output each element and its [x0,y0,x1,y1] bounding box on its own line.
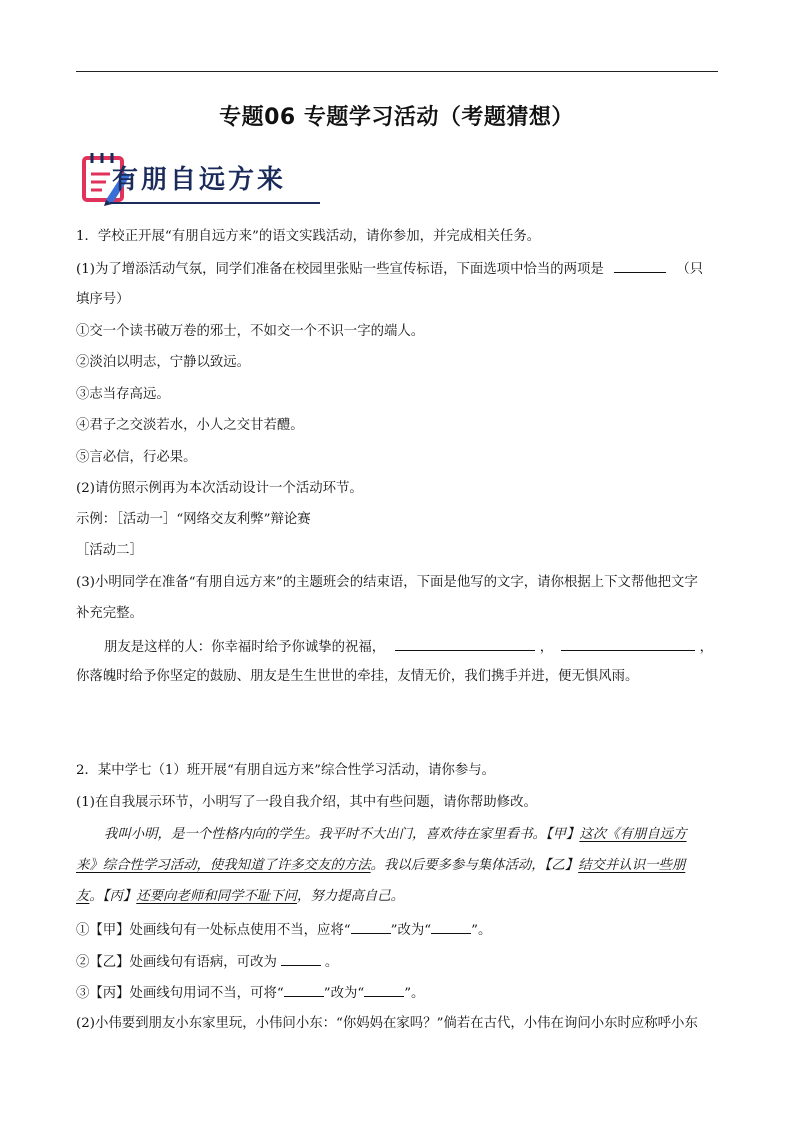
para-text: 。【丙】 [89,889,137,904]
option-1: ①交一个读书破万卷的邪士，不如交一个不识一字的端人。 [76,324,425,339]
q1-stem: 1．学校正开展“有朋自远方来”的语文实践活动，请你参加，并完成相关任务。 [76,229,541,244]
q1-fill-line2: 你落魄时给予你坚定的鼓励、朋友是生生世世的牵挂，友情无价，我们携手并进，便无惧风雨。 [76,669,639,684]
answer-blank[interactable] [281,952,321,966]
q2-part2: (2)小伟要到朋友小东家里玩，小伟问小东：“你妈妈在家吗？”倘若在古代，小伟在询问小东时应称呼小东 [76,1016,698,1031]
sub-text: ”改为“ [390,923,432,938]
sub-text: 。 [324,955,339,970]
q2-paragraph-line1 [104,826,687,844]
answer-blank[interactable] [614,259,666,273]
q1-example: 示例：［活动一］“网络交友利弊”辩论赛 [76,512,311,527]
q1-part2: (2)请仿照示例再为本次活动设计一个活动环节。 [76,481,363,496]
fill-end: ， [699,640,714,655]
sub-text: ②【乙】处画线句有语病，可改为 [76,955,277,970]
q1-part1-tail: （只 [676,262,704,277]
q1-part3-line1: (3)小明同学在准备“有朋自远方来”的主题班会的结束语，下面是他写的文字，请你根据上下文帮他把文字 [76,575,698,590]
sub-text: ”。 [471,923,492,938]
q2-stem: 2．某中学七（1）班开展“有朋自远方来”综合性学习活动，请你参与。 [76,763,496,778]
underlined-jia: 来》综合性学习活动，使我知道了许多交友的方法 [76,858,371,873]
answer-blank[interactable] [284,983,324,997]
underlined-bing: 还要向老师和同学不耻下问 [136,889,297,904]
answer-blank[interactable] [431,920,471,934]
fill-comma: ， [539,640,554,655]
para-text: ，努力提高自己。 [296,889,405,904]
q1-part1-text: (1)为了增添活动气氛，同学们准备在校园里张贴一些宣传标语，下面选项中恰当的两项是 [76,262,604,277]
q1-part1-line1 [76,259,703,279]
option-5: ⑤言必信，行必果。 [76,450,197,465]
q2-sub3 [76,983,424,1003]
answer-blank[interactable] [364,983,404,997]
option-2: ②淡泊以明志，宁静以致远。 [76,355,251,370]
q2-paragraph-line3 [76,888,404,906]
answer-blank[interactable] [351,920,391,934]
fill-text: 朋友是这样的人：你幸福时给予你诚挚的祝福， [104,640,386,655]
q2-sub1 [76,920,491,940]
underlined-yi: 友 [76,889,90,904]
banner-text: 有朋自远方来 [112,165,287,195]
q1-fill-line1 [104,637,713,657]
page-title: 专题06 专题学习活动（考题猜想） [219,105,574,130]
option-3: ③志当存高远。 [76,387,170,402]
answer-blank[interactable] [395,637,535,651]
header-rule [76,71,718,72]
q2-sub2 [76,952,338,972]
para-text: 我叫小明，是一个性格内向的学生。我平时不大出门，喜欢待在家里看书。【甲】 [104,827,580,842]
underlined-jia: 这次《有朋自远方 [579,827,687,842]
sub-text: ①【甲】处画线句有一处标点使用不当，应将“ [76,923,351,938]
sub-text: ”。 [404,986,425,1001]
q2-paragraph-line2 [76,857,685,875]
q1-activity2: ［活动二］ [76,543,143,558]
option-4: ④君子之交淡若水，小人之交甘若醴。 [76,418,304,433]
q2-part1: (1)在自我展示环节，小明写了一段自我介绍，其中有些问题，请你帮助修改。 [76,795,537,810]
sub-text: ③【丙】处画线句用词不当，可将“ [76,986,284,1001]
underlined-yi: 结交并认识一些朋 [578,858,686,873]
q1-part1-line2: 填序号） [76,292,130,307]
q1-part3-line2: 补充完整。 [76,606,143,621]
sub-text: ”改为“ [323,986,365,1001]
answer-blank[interactable] [561,637,695,651]
para-text: 。我以后要多参与集体活动，【乙】 [370,858,579,873]
